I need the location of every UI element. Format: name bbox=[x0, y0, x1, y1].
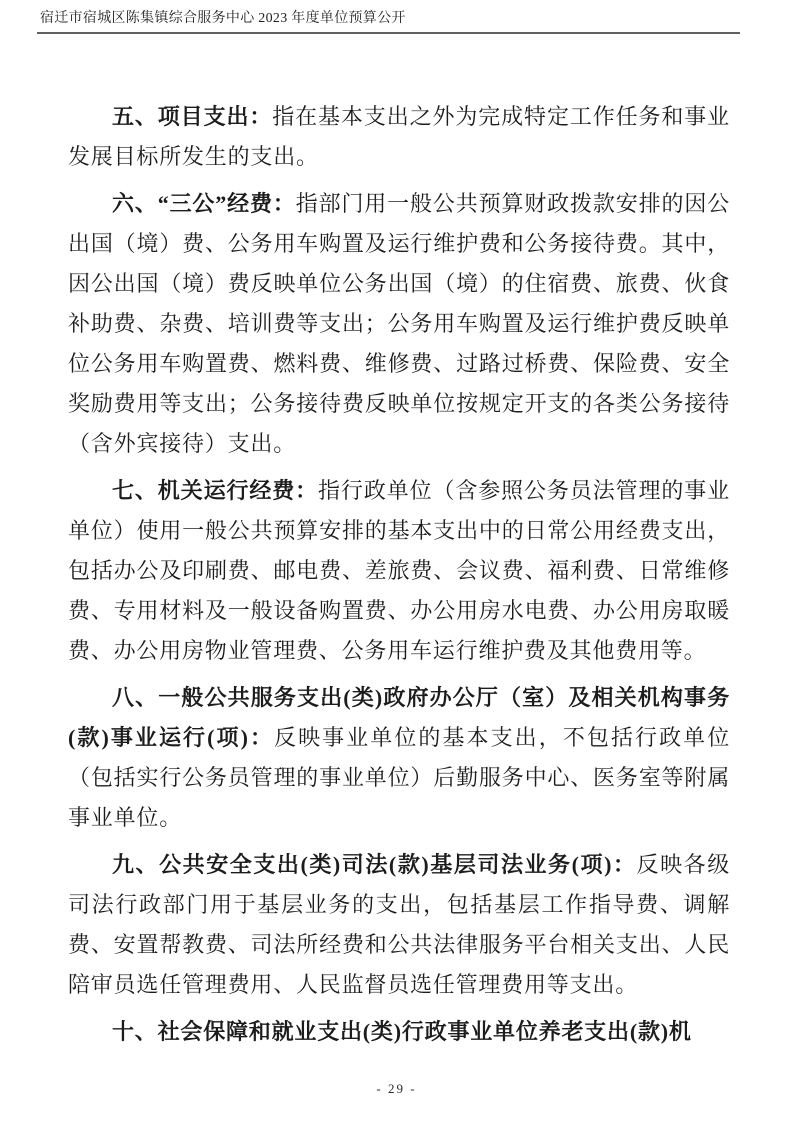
paragraph-text: 反映事业单位的基本支出，不包括行政单位（包括实行公务员管理的事业单位）后勤服务中心、医务室等附属事业单位。 bbox=[68, 725, 731, 830]
paragraph-lead: 七、机关运行经费： bbox=[112, 478, 319, 503]
paragraph-lead: 五、项目支出： bbox=[112, 104, 273, 129]
paragraph-item-6 bbox=[68, 184, 730, 464]
paragraph-lead: 八、一般公共服务支出(类)政府办公厅（室）及相关机构事务(款)事业运行(项)： bbox=[68, 685, 730, 750]
paragraph-item-5 bbox=[68, 97, 730, 177]
paragraph-lead: 十、社会保障和就业支出(类)行政事业单位养老支出(款)机 bbox=[112, 1019, 692, 1044]
paragraph-text: 指在基本支出之外为完成特定工作任务和事业发展目标所发生的支出。 bbox=[68, 104, 730, 169]
page-footer bbox=[0, 1080, 793, 1098]
document-header-title: 宿迁市宿城区陈集镇综合服务中心 2023 年度单位预算公开 bbox=[40, 11, 406, 26]
paragraph-text: 指部门用一般公共预算财政拨款安排的因公出国（境）费、公务用车购置及运行维护费和公务接待费。其中，因公出国（境）费反映单位公务出国（境）的住宿费、旅费、伙食补助费、杂费、培训费等支出；公务用车购置及运行维护费反映单位公务用车购置费、燃料费、维修费、过路过桥费、保险费、安全奖励费用等支出；公务接待费反映单位按规定开支的各类公务接待（含外宾接待）支出。 bbox=[68, 191, 730, 456]
paragraph-text: 指行政单位（含参照公务员法管理的事业单位）使用一般公共预算安排的基本支出中的日常公用经费支出，包括办公及印刷费、邮电费、差旅费、会议费、福利费、日常维修费、专用材料及一般设备购置费、办公用房水电费、办公用房取暖费、办公用房物业管理费、公务用车运行维护费及其他费用等。 bbox=[68, 478, 730, 663]
paragraph-item-7 bbox=[68, 471, 730, 671]
page-header bbox=[37, 10, 740, 34]
paragraph-item-10 bbox=[68, 1012, 730, 1052]
paragraph-text: 反映各级司法行政部门用于基层业务的支出，包括基层工作指导费、调解费、安置帮教费、司法所经费和公共法律服务平台相关支出、人民陪审员选任管理费用、人民监督员选任管理费用等支出。 bbox=[68, 852, 730, 997]
paragraph-lead: 九、公共安全支出(类)司法(款)基层司法业务(项)： bbox=[112, 852, 637, 877]
document-body bbox=[68, 97, 730, 1059]
paragraph-lead: 六、“三公”经费： bbox=[112, 191, 296, 216]
paragraph-item-9 bbox=[68, 845, 730, 1005]
paragraph-item-8 bbox=[68, 678, 730, 838]
page-number: - 29 - bbox=[376, 1081, 417, 1096]
